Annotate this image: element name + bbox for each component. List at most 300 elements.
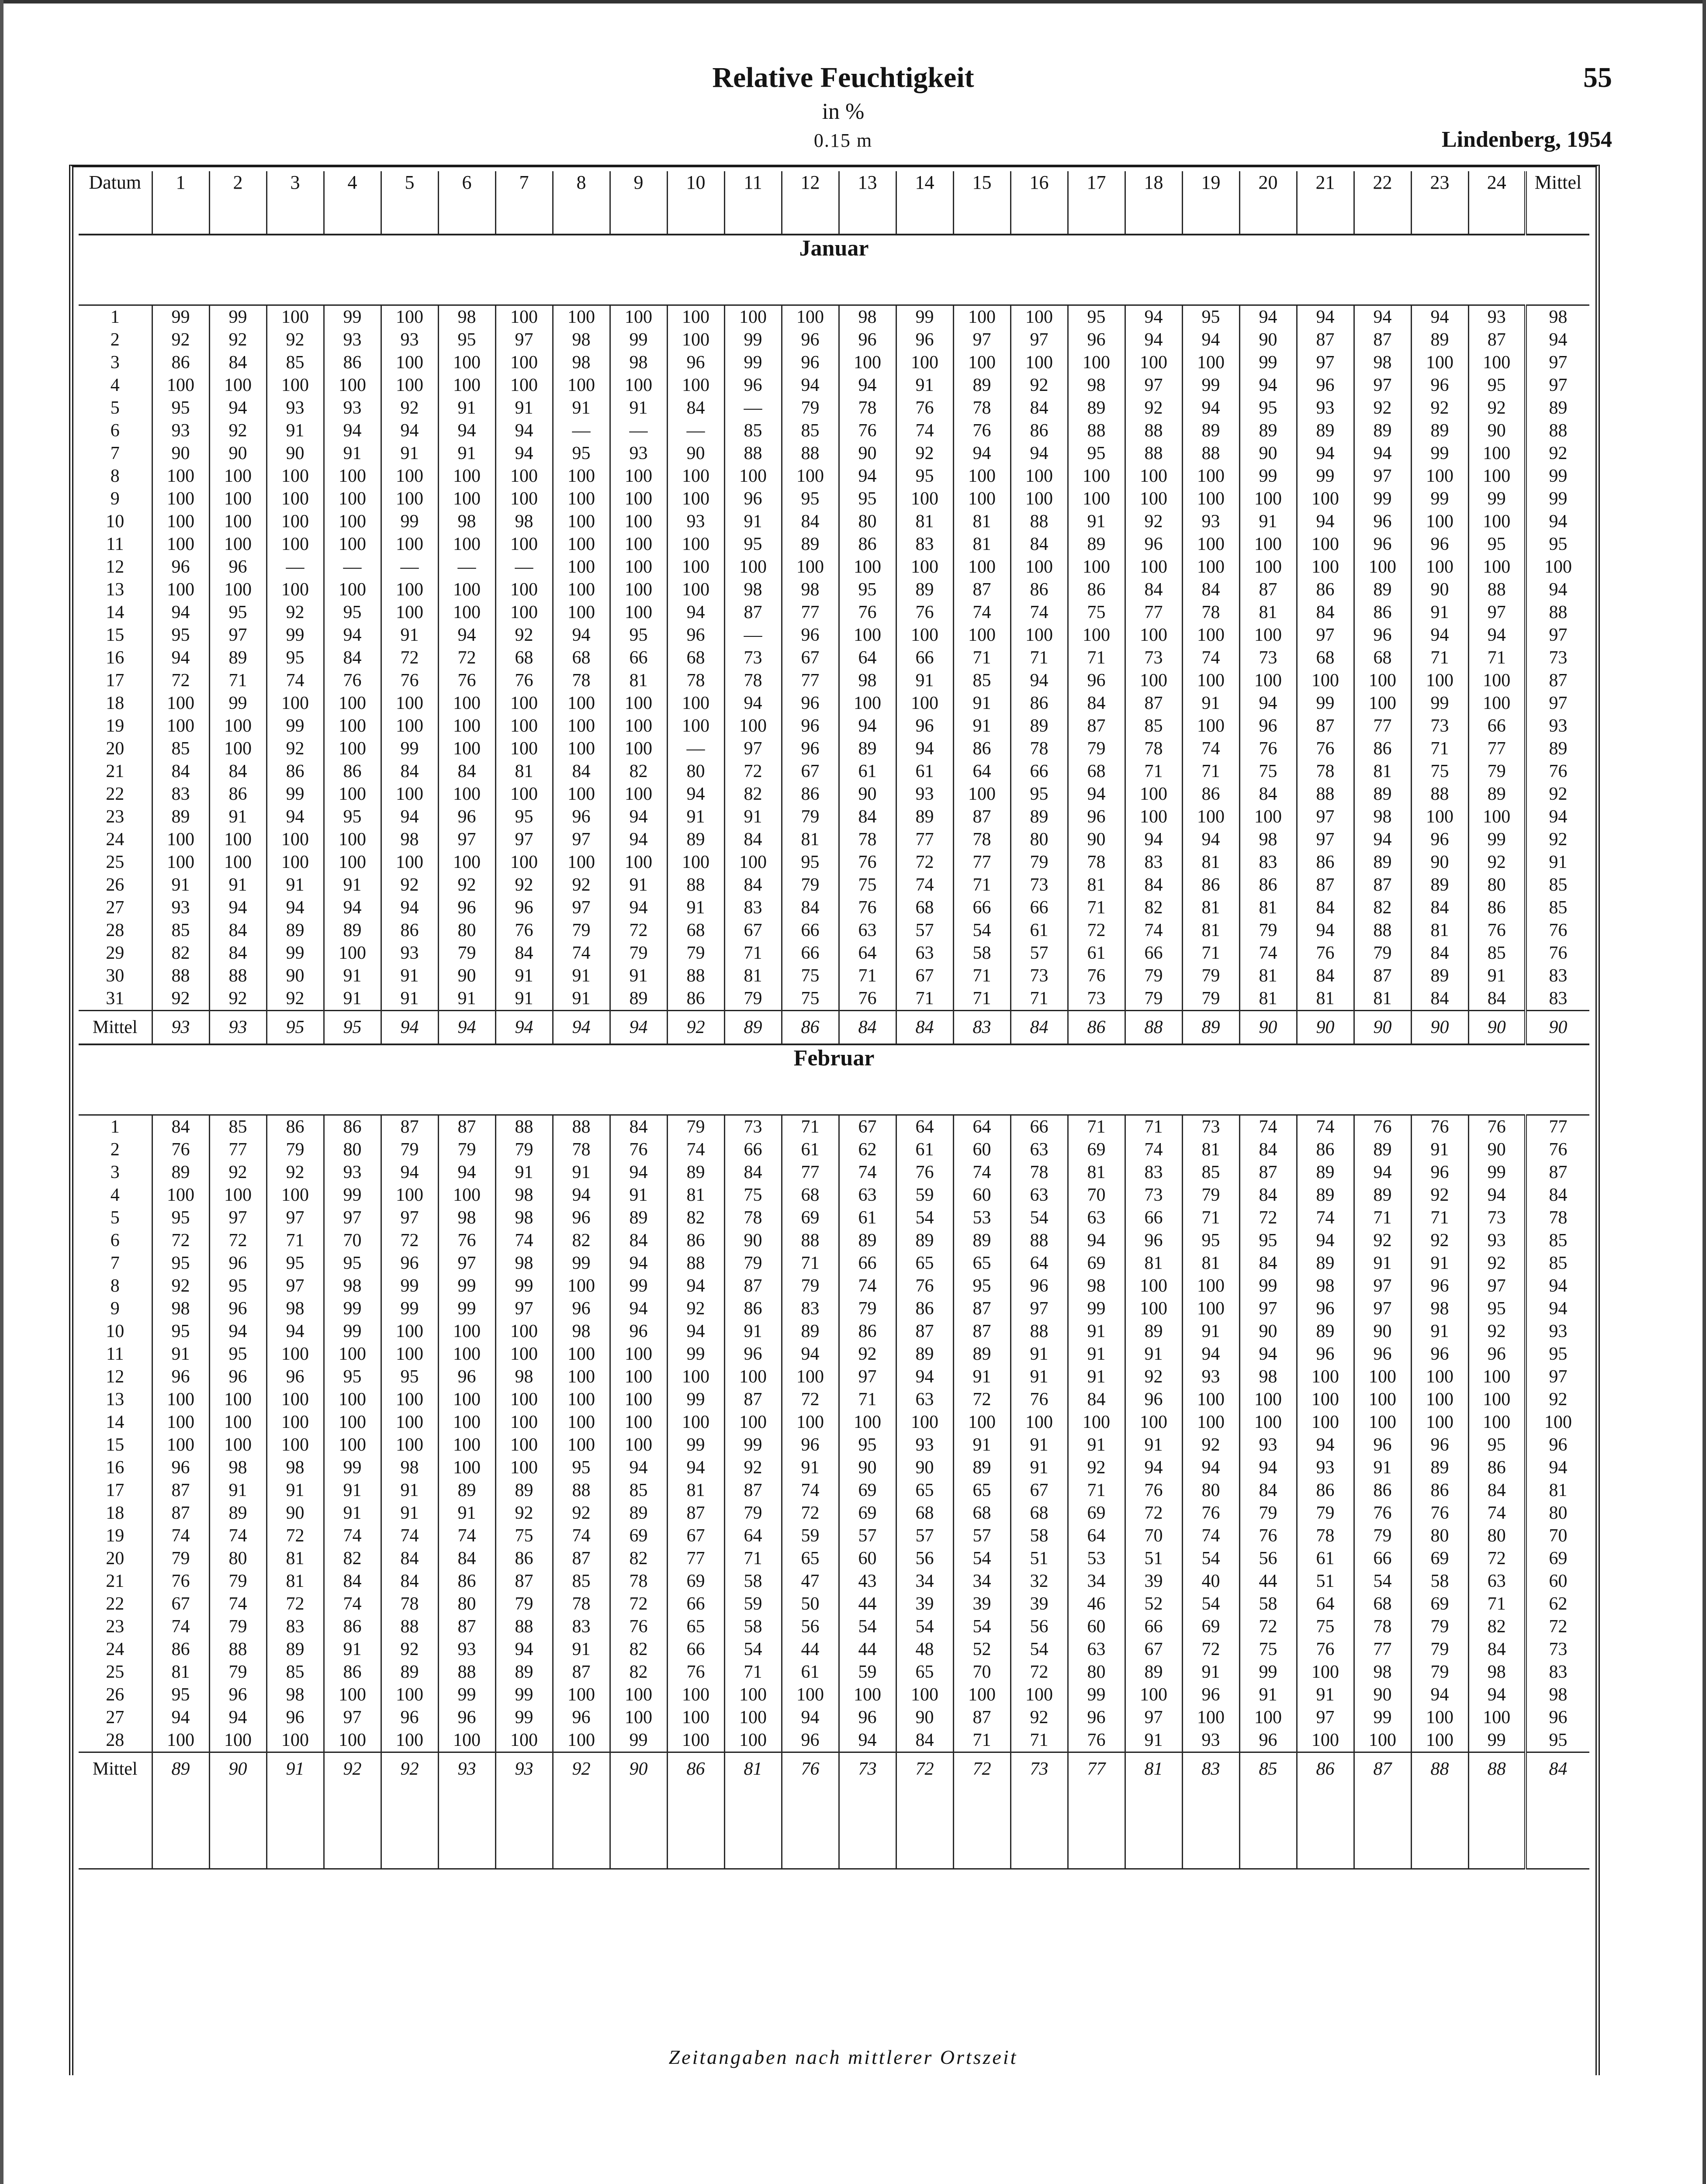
value-cell: 91 [1068,1343,1125,1365]
value-cell: 100 [324,487,381,510]
value-cell: 78 [553,669,610,692]
value-cell: 85 [1182,1161,1239,1184]
day-mittel-cell: 94 [1526,1297,1589,1320]
value-cell: 76 [1354,1115,1411,1139]
value-cell: 91 [438,987,495,1011]
value-cell: 66 [839,1252,896,1275]
value-cell: 58 [1239,1593,1297,1615]
value-cell: 95 [953,1275,1010,1297]
value-cell: 61 [782,1138,839,1161]
value-cell: 84 [324,646,381,669]
table-row [79,919,1589,942]
value-cell: 81 [266,1570,324,1593]
value-cell: 94 [381,419,438,442]
value-cell: 95 [1182,305,1239,329]
value-cell: 100 [553,510,610,533]
value-cell: 84 [1010,397,1068,419]
value-cell: 74 [1182,1524,1239,1547]
value-cell: 100 [1125,351,1182,374]
value-cell: 91 [438,442,495,465]
value-cell: 99 [381,1275,438,1297]
table-row [79,1661,1589,1683]
value-cell: 57 [1010,942,1068,964]
day-cell: 23 [106,807,125,827]
value-cell: 100 [209,1434,266,1456]
value-cell: 91 [324,874,381,896]
value-cell: 74 [209,1524,266,1547]
table-row [79,1502,1589,1524]
empty-cell [266,1785,324,1869]
day-cell: 13 [106,580,125,600]
value-cell: 100 [553,374,610,397]
value-cell: 100 [495,715,553,737]
value-cell: 98 [839,669,896,692]
value-cell: 100 [381,1411,438,1434]
value-cell: 60 [953,1138,1010,1161]
mittel-value-cell: 94 [495,1011,553,1045]
value-cell: 87 [1297,874,1354,896]
day-cell: 18 [106,1503,125,1523]
value-cell: 72 [1068,919,1125,942]
value-cell: 90 [209,442,266,465]
value-cell: 96 [1354,533,1411,556]
value-cell: 87 [152,1502,209,1524]
value-cell: 99 [667,1343,724,1365]
value-cell: 58 [1411,1570,1468,1593]
value-cell: 79 [667,1115,724,1139]
header-hour: 3 [266,171,324,235]
value-cell: 92 [209,987,266,1011]
value-cell: 85 [1468,942,1526,964]
value-cell: 100 [266,692,324,715]
value-cell: 100 [610,533,667,556]
value-cell: 84 [381,1547,438,1570]
value-cell: 100 [381,351,438,374]
value-cell: 94 [1297,510,1354,533]
value-cell: 89 [1354,783,1411,805]
value-cell: 63 [1068,1206,1125,1229]
value-cell: 68 [1297,646,1354,669]
value-cell: 99 [1182,374,1239,397]
header-hour: 19 [1182,171,1239,235]
value-cell: 79 [152,1547,209,1570]
value-cell: 91 [324,1638,381,1661]
value-cell: 71 [1468,646,1526,669]
value-cell: 96 [266,1706,324,1729]
value-cell: 100 [495,1320,553,1343]
value-cell: 79 [610,942,667,964]
value-cell: 97 [1125,374,1182,397]
value-cell: 77 [1125,601,1182,624]
value-cell: 88 [782,1229,839,1252]
value-cell: 87 [953,1320,1010,1343]
value-cell: 91 [724,1320,782,1343]
day-mittel-cell: 94 [1526,578,1589,601]
value-cell: 71 [953,874,1010,896]
value-cell: 93 [381,942,438,964]
value-cell: 67 [782,646,839,669]
day-cell: 28 [106,1730,125,1750]
value-cell: 100 [724,556,782,578]
value-cell: 96 [1125,1229,1182,1252]
value-cell: 100 [667,305,724,329]
value-cell: 99 [209,305,266,329]
unit-label: in % [822,99,865,124]
header-hour: 15 [953,171,1010,235]
value-cell: 79 [1411,1638,1468,1661]
table-row [79,896,1589,919]
value-cell: 91 [953,1365,1010,1388]
value-cell: 86 [1010,419,1068,442]
value-cell: 96 [209,1683,266,1706]
day-mittel-cell: 85 [1526,1229,1589,1252]
value-cell: 91 [1068,1365,1125,1388]
value-cell: 70 [1068,1184,1125,1206]
value-cell: 100 [610,715,667,737]
value-cell: 96 [209,556,266,578]
value-cell: 95 [1068,305,1125,329]
value-cell: 100 [553,783,610,805]
value-cell: 100 [152,1184,209,1206]
value-cell: 76 [1010,1388,1068,1411]
value-cell: 71 [209,669,266,692]
value-cell: 68 [896,896,953,919]
table-row [79,1570,1589,1593]
value-cell: 99 [1468,828,1526,851]
value-cell: 99 [324,305,381,329]
value-cell: 84 [1239,1184,1297,1206]
value-cell: 98 [495,510,553,533]
day-cell: 11 [106,534,124,554]
value-cell: 83 [724,896,782,919]
value-cell: 100 [438,715,495,737]
value-cell: 100 [495,533,553,556]
value-cell: 100 [324,1343,381,1365]
value-cell: 98 [438,305,495,329]
value-cell: 71 [1068,646,1125,669]
value-cell: 92 [495,874,553,896]
value-cell: 81 [1182,896,1239,919]
value-cell: 89 [1411,964,1468,987]
value-cell: 100 [381,487,438,510]
value-cell: 100 [1239,1388,1297,1411]
value-cell: 66 [1354,1547,1411,1570]
value-cell: 100 [1182,487,1239,510]
day-cell: 12 [106,1367,125,1387]
value-cell: 74 [324,1593,381,1615]
value-cell: 94 [266,896,324,919]
value-cell: 56 [1010,1615,1068,1638]
value-cell: 81 [953,533,1010,556]
value-cell: 94 [495,419,553,442]
day-cell: 15 [106,1435,125,1455]
value-cell: 95 [324,1365,381,1388]
value-cell: 79 [839,1297,896,1320]
value-cell: 81 [1411,919,1468,942]
value-cell: 96 [1068,669,1125,692]
value-cell: 95 [724,533,782,556]
value-cell: 94 [1239,374,1297,397]
value-cell: 100 [1468,669,1526,692]
page-number: 55 [1583,62,1612,93]
value-cell: 94 [209,1320,266,1343]
value-cell: 88 [782,442,839,465]
day-cell: 22 [106,784,125,804]
mittel-value-cell: 95 [324,1011,381,1045]
value-cell: 89 [152,805,209,828]
value-cell: 71 [1182,760,1239,783]
value-cell: 100 [266,828,324,851]
table-row [79,1479,1589,1502]
value-cell: 80 [1010,828,1068,851]
value-cell: 66 [782,919,839,942]
value-cell: 72 [1010,1661,1068,1683]
value-cell: 100 [266,510,324,533]
day-cell: 12 [106,557,125,577]
empty-cell [1068,1785,1125,1869]
value-cell: 82 [667,1206,724,1229]
value-cell: 88 [209,964,266,987]
value-cell: 91 [381,964,438,987]
value-cell: 100 [1068,556,1125,578]
value-cell: 80 [839,510,896,533]
value-cell: 90 [667,442,724,465]
value-cell: 100 [553,465,610,487]
value-cell: 89 [896,1343,953,1365]
value-cell: 89 [782,533,839,556]
value-cell: 96 [1411,1275,1468,1297]
table-row [79,601,1589,624]
value-cell: 100 [324,737,381,760]
value-cell: 84 [1297,964,1354,987]
value-cell: 94 [782,374,839,397]
value-cell: 91 [152,1343,209,1365]
value-cell: 63 [896,1388,953,1411]
value-cell: 98 [1354,1661,1411,1683]
value-cell: 52 [1125,1593,1182,1615]
value-cell: 98 [1411,1297,1468,1320]
value-cell: 100 [1297,1661,1354,1683]
value-cell: 100 [495,737,553,760]
value-cell: 66 [1468,715,1526,737]
value-cell: 64 [1297,1593,1354,1615]
table-end-row [79,1785,1589,1869]
value-cell: 68 [495,646,553,669]
value-cell: 95 [839,487,896,510]
value-cell: 99 [610,1729,667,1752]
value-cell: 100 [782,556,839,578]
value-cell: 95 [152,397,209,419]
value-cell: 91 [610,874,667,896]
empty-cell [1239,1785,1297,1869]
value-cell: 88 [1182,442,1239,465]
day-mittel-cell: 94 [1526,805,1589,828]
value-cell: 92 [1010,1706,1068,1729]
mittel-value-cell: 86 [782,1011,839,1045]
table-row [79,828,1589,851]
value-cell: 64 [953,1115,1010,1139]
value-cell: 95 [839,578,896,601]
day-cell: 26 [106,1685,125,1705]
value-cell: 84 [324,1570,381,1593]
value-cell: 96 [1411,828,1468,851]
value-cell: 100 [381,1434,438,1456]
day-mittel-cell: 80 [1526,1502,1589,1524]
value-cell: 100 [1468,1706,1526,1729]
value-cell: 82 [610,1661,667,1683]
value-cell: 86 [1354,737,1411,760]
value-cell: 98 [1297,1275,1354,1297]
table-row [79,1615,1589,1638]
value-cell: 99 [1239,1661,1297,1683]
value-cell: 86 [1468,896,1526,919]
empty-cell [1297,1785,1354,1869]
value-cell: 71 [1068,1115,1125,1139]
mittel-value-cell: 73 [1010,1752,1068,1786]
value-cell: 94 [209,397,266,419]
mittel-value-cell: 88 [1125,1011,1182,1045]
value-cell: 77 [667,1547,724,1570]
table-row [79,1388,1589,1411]
value-cell: 91 [209,1479,266,1502]
value-cell: 95 [209,601,266,624]
value-cell: 100 [1125,1411,1182,1434]
table-row [79,874,1589,896]
value-cell: 63 [1068,1638,1125,1661]
value-cell: 78 [839,397,896,419]
value-cell: 100 [495,1434,553,1456]
table-row [79,1252,1589,1275]
value-cell: 99 [1468,1729,1526,1752]
footer-note: Zeitangaben nach mittlerer Ortszeit [668,2046,1018,2068]
page-edge-right [1703,0,1706,2184]
value-cell: 100 [438,1456,495,1479]
value-cell: 100 [381,783,438,805]
value-cell: 99 [495,1683,553,1706]
mittel-value-cell: 85 [1239,1752,1297,1786]
value-cell: 76 [1182,1502,1239,1524]
value-cell: 84 [209,760,266,783]
value-cell: 79 [438,1138,495,1161]
value-cell: 98 [1468,1661,1526,1683]
value-cell: 84 [724,828,782,851]
value-cell: 100 [610,601,667,624]
value-cell: 32 [1010,1570,1068,1593]
day-cell: 3 [110,1162,120,1182]
value-cell: 100 [953,487,1010,510]
value-cell: 94 [1068,783,1125,805]
mittel-value-cell: 90 [1411,1011,1468,1045]
value-cell: 91 [1239,1683,1297,1706]
value-cell: 91 [266,1479,324,1502]
value-cell: 100 [667,374,724,397]
value-cell: 86 [209,783,266,805]
value-cell: 100 [438,737,495,760]
day-cell: 6 [110,1230,120,1251]
value-cell: 73 [1125,646,1182,669]
day-cell: 19 [106,1526,125,1546]
value-cell: 100 [1297,669,1354,692]
value-cell: 100 [266,374,324,397]
value-cell: 74 [953,601,1010,624]
day-mittel-cell: 83 [1526,964,1589,987]
value-cell: 96 [1411,1161,1468,1184]
value-cell: 100 [724,1729,782,1752]
day-mittel-cell: 99 [1526,487,1589,510]
value-cell: 75 [1239,760,1297,783]
value-cell: 100 [1182,805,1239,828]
value-cell: 74 [553,942,610,964]
value-cell: 96 [782,624,839,646]
value-cell: 97 [495,1297,553,1320]
value-cell: 96 [438,1365,495,1388]
value-cell: 61 [1068,942,1125,964]
value-cell: 82 [1468,1615,1526,1638]
value-cell: 86 [324,1661,381,1683]
value-cell: 100 [1468,1388,1526,1411]
value-cell: 76 [324,669,381,692]
header-hour: 24 [1468,171,1526,235]
value-cell: 66 [667,1593,724,1615]
table-row [79,1729,1589,1752]
value-cell: 79 [1239,919,1297,942]
value-cell: 63 [839,919,896,942]
value-cell: 97 [839,1365,896,1388]
value-cell: 100 [152,828,209,851]
value-cell: 71 [1010,1729,1068,1752]
value-cell: 84 [610,1115,667,1139]
value-cell: 100 [667,692,724,715]
mittel-row [79,1752,1589,1786]
value-cell: 79 [1010,851,1068,874]
value-cell: 100 [324,1683,381,1706]
value-cell: 100 [667,533,724,556]
value-cell: 95 [152,1683,209,1706]
value-cell: 66 [1010,1115,1068,1139]
value-cell: 100 [1125,669,1182,692]
mittel-value-cell: 94 [381,1011,438,1045]
value-cell: 100 [667,328,724,351]
day-mittel-cell: 96 [1526,1706,1589,1729]
day-cell: 27 [106,898,125,918]
value-cell: 78 [953,397,1010,419]
mittel-value-cell: 90 [610,1752,667,1786]
value-cell: 90 [1354,1320,1411,1343]
value-cell: 94 [896,1365,953,1388]
value-cell: 87 [953,578,1010,601]
value-cell: 76 [1239,737,1297,760]
value-cell: 86 [266,1115,324,1139]
value-cell: 97 [553,828,610,851]
value-cell: 100 [1068,1411,1125,1434]
value-cell: 58 [1010,1524,1068,1547]
value-cell: 85 [1125,715,1182,737]
day-cell: 21 [106,1571,125,1591]
value-cell: 93 [896,783,953,805]
day-cell: 6 [110,421,120,441]
empty-cell [1182,1785,1239,1869]
value-cell: 98 [1239,1365,1297,1388]
value-cell: 88 [724,442,782,465]
value-cell: 99 [1411,692,1468,715]
value-cell: 99 [266,783,324,805]
mittel-value-cell: 72 [953,1752,1010,1786]
mittel-value-cell: 90 [1297,1011,1354,1045]
value-cell: 100 [381,692,438,715]
value-cell: 100 [610,1434,667,1456]
value-cell: 89 [1411,874,1468,896]
value-cell: 76 [1297,737,1354,760]
